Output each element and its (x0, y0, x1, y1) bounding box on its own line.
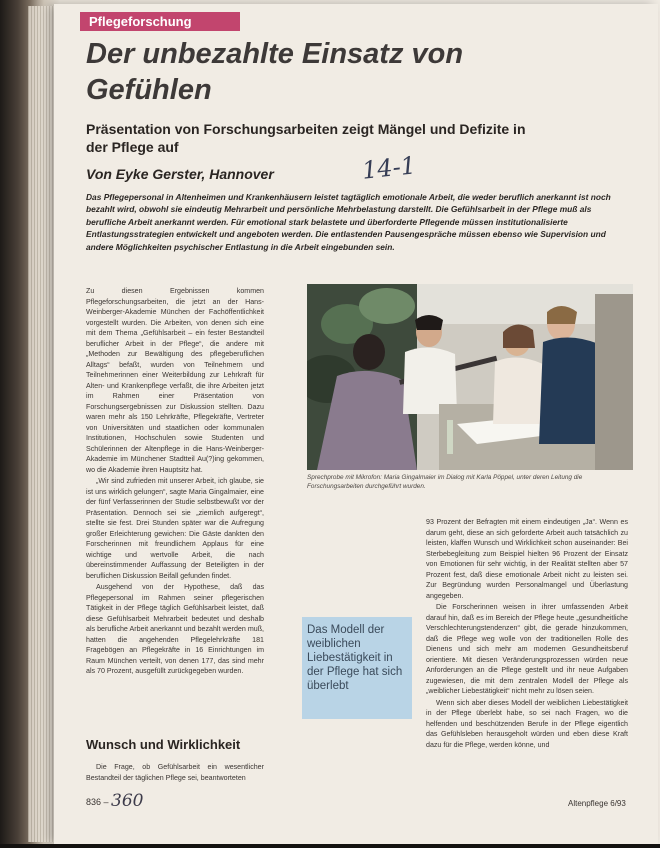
body-paragraph: Zu diesen Ergebnissen kommen Pflegeforschungsarbeiten, die jetzt an der Hans-Weinberger-Akademie München der Fachöffentlichkeit vorgestellt wurden. Die Arbeiten, von denen sich eine mit dem Thema „Gefühlsarbeit – ein fester Bestandteil beruflicher Arbeit in der Pflege“, die andere mit „Methoden zur Bewältigung des pflegeberuflichen Alltags“ befaßt, wurden von Teilnehmern und Teilnehmerinnen einer Weiterbildung zur Lehrkraft für Alten- und Krankenpflege verfaßt, die ihre Arbeiten jetzt im Rahmen einer Präsentation von Forschungsergebnissen zur Diskussion stellten. Dazu waren mehr als 150 Lehrkräfte, Pflegekräfte, Vertreter von Universitäten und staatlichen oder kommunalen Institutionen, Hochschulen sowie Studenten und Schülerinnen der Altenpflege in die Hans-Weinberger-Akademie im Münchener Stadtteil Au(?)ing gekommen, wo die Akademie ihren Hauptsitz hat. (86, 287, 264, 474)
body-paragraph: Ausgehend von der Hypothese, daß das Pflegepersonal im Rahmen seiner pflegerischen Tätigkeit in der Pflege täglich Gefühlsarbeit leistet, daß diese Gefühlsarbeit Mehrarbeit bedeutet und deshalb als berufliche Arbeit anerkannt und bezahlt werden muß, hatten die angehenden Pflegelehrkräfte 181 Fragebögen an Pflegekräfte in 16 Einrichtungen im Raum München verteilt, von denen 177, das sind mehr als 70 Prozent, ausgefüllt zurückgegeben wurden. (86, 583, 264, 675)
body-column-left-continued (86, 762, 264, 792)
journal-reference: Altenpflege 6/93 (568, 799, 626, 808)
body-column-right (426, 517, 628, 792)
page-number: 836 – (86, 797, 109, 807)
body-column-left (86, 286, 264, 720)
author-byline: Von Eyke Gerster, Hannover (86, 166, 274, 182)
article-headline: Der unbezahlte Einsatz von Gefühlen (86, 38, 464, 106)
article-subheadline: Präsentation von Forschungsarbeiten zeigt Mängel und Defizite in der Pflege auf (86, 121, 526, 155)
scan-bottom-shadow (0, 844, 660, 848)
body-paragraph: Die Forscherinnen weisen in ihrer umfassenden Arbeit darauf hin, daß es im Bereich der Pflege heute „gesundheitliche Verschlechterungstendenzen“ gibt, die gerade hinzukommen, daß die Pflege weg wolle von der traditionellen Rolle des Dienens und sich mehr am modernen Gesundheitsberuf orientiere. Mit diesen Veränderungsprozessen würden neue Anforderungen an die Pflege gestellt und ihr neue Aufgaben zugewiesen, die mit dem zentralen Modell der Pflege als „weiblicher Liebestätigkeit“ nicht mehr zu lösen seien. (426, 603, 628, 695)
handwritten-page-number: 360 (111, 791, 144, 811)
section-tag: Pflegeforschung (80, 12, 240, 31)
section-subhead: Wunsch und Wirklichkeit (86, 737, 241, 752)
photo-caption: Sprechprobe mit Mikrofon: Maria Gingalmaier im Dialog mit Karla Pöppel, unter deren Leitung die Forschungsarbeiten durchgeführt wurden. (307, 474, 583, 490)
photo-illustration (307, 284, 633, 470)
body-paragraph: Wenn sich aber dieses Modell der weiblichen Liebestätigkeit in der Pflege überlebt habe, so sei nach Fragen, wo die helfenden und beschützenden Berufe in der Pflege eigentlich das Gefühlsleben herausgeholt würden und eben diese Kraft dazu für die Pflege, werden könne, und (426, 698, 628, 749)
pull-quote-text: Das Modell der weiblichen Liebestätigkeit in der Pflege hat sich überlebt (307, 624, 403, 692)
body-paragraph: 93 Prozent der Befragten mit einem eindeutigen „Ja“. Wenn es darum geht, diese an sich geforderte Arbeit auch tatsächlich zu leisten, klaffen Wunsch und Wirklichkeit schon auseinander: Bei Sterbebegleitung zum Beispiel hielten 96 Prozent der Einsatz von Emotionen für sehr wichtig, in der Realität stellten aber 57 Prozent fest, daß diese emotionale Arbeit nicht zu leisten sei. Zur Begründung wurden Personalmangel und Überlastung angegeben. (426, 518, 628, 600)
body-paragraph: Die Frage, ob Gefühlsarbeit ein wesentlicher Bestandteil der täglichen Pflege sei, beantworteten (86, 763, 264, 782)
body-paragraph: „Wir sind zufrieden mit unserer Arbeit, ich glaube, sie ist uns wirklich gelungen“, sagte Maria Gingalmaier, eine der fünf Verfasserinnen der Studie selbstbewußt vor der Präsentation. Dennoch sei sie „ziemlich aufgeregt“, stellte sie fest. Drei Stunden später war die Aufregung großer Erleichterung gewichen: Die Gäste dankten den Forscherinnen mit freundlichem Applaus für eine wichtige und wertvolle Arbeit, die nach übereinstimmender Auffassung der Beteiligten in der beruflichen Diskussion Beifall gefunden findet. (86, 477, 264, 580)
page-stack-edge (28, 6, 54, 842)
handwritten-note: 14-1 (360, 151, 418, 185)
article-photo (307, 284, 633, 470)
pull-quote (302, 617, 412, 719)
lead-paragraph: Das Pflegepersonal in Altenheimen und Krankenhäusern leistet tagtäglich emotionale Arbeit, die weder beruflich anerkannt ist noch bezahlt wird, obwohl sie eindeutig Mehrarbeit und persönliche Mehrbelastung darstellt. Die Gefühlsarbeit in der Pflege muß als berufliche Arbeit anerkannt werden. Für emotional stark belastete und überforderte Pflegende müssen institutionalisierte Entlastungsstrategien entwickelt und angeboten werden. Die entlastenden Pausengespräche müssen ebenso wie Supervision und andere Möglichkeiten psychischer Entlastung in die Arbeit eingebunden sein. (86, 192, 611, 252)
